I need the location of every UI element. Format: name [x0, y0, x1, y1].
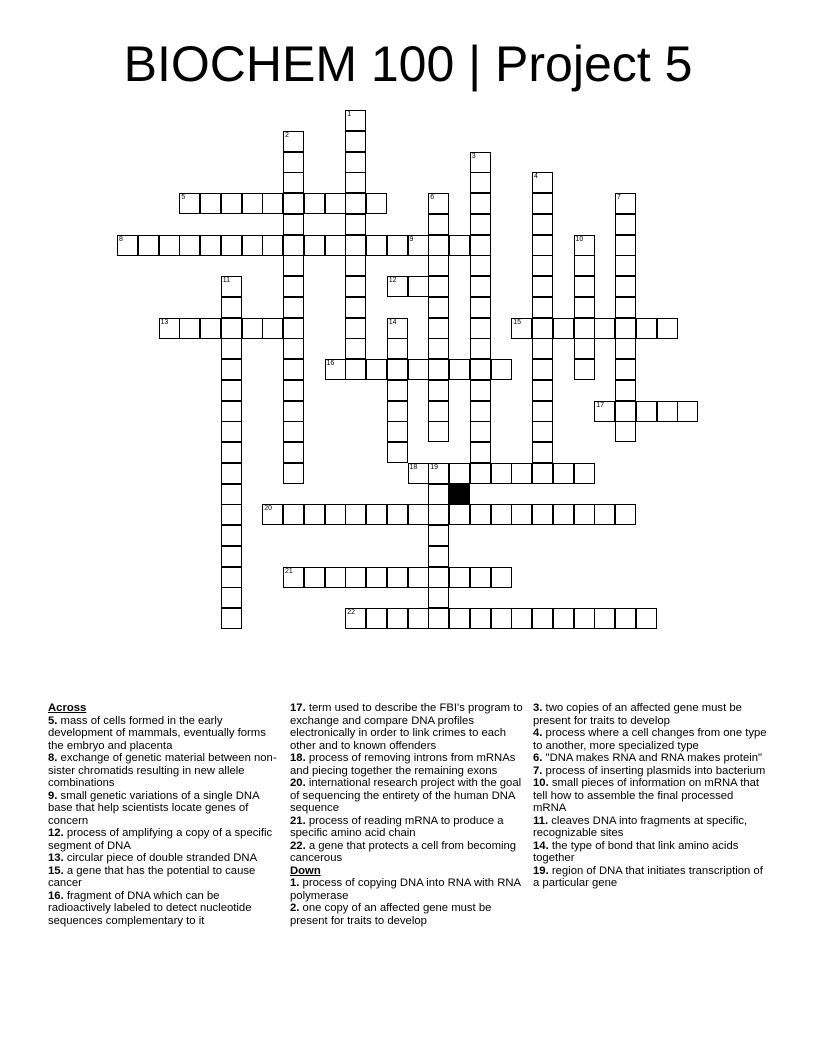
- crossword-cell[interactable]: [366, 193, 387, 214]
- crossword-cell[interactable]: [615, 421, 636, 442]
- clue-number: 22: [347, 609, 356, 616]
- clue-number: 6: [430, 194, 435, 201]
- crossword-cell[interactable]: [532, 380, 553, 401]
- across-clue: 12. process of amplifying a copy of a specific segment of DNA: [48, 827, 273, 852]
- crossword-cell[interactable]: [366, 608, 387, 629]
- crossword-cell[interactable]: [428, 546, 449, 567]
- crossword-cell[interactable]: [470, 504, 491, 525]
- crossword-cell[interactable]: [615, 338, 636, 359]
- crossword-cell[interactable]: [304, 567, 325, 588]
- crossword-cell[interactable]: [574, 338, 595, 359]
- crossword-cell[interactable]: [449, 463, 470, 484]
- crossword-cell[interactable]: [345, 255, 366, 276]
- crossword-cell[interactable]: [304, 193, 325, 214]
- crossword-cell[interactable]: [470, 463, 491, 484]
- black-square: [449, 484, 470, 505]
- down-clue: 19. region of DNA that initiates transcription of a particular gene: [533, 864, 763, 889]
- clue-number: 1: [347, 111, 352, 118]
- crossword-cell[interactable]: [366, 504, 387, 525]
- clue-number: 14: [388, 318, 397, 326]
- crossword-cell[interactable]: [366, 567, 387, 588]
- crossword-cell[interactable]: [532, 318, 553, 339]
- crossword-cell[interactable]: [345, 567, 366, 588]
- crossword-cell[interactable]: [221, 484, 242, 505]
- clue-number: 18: [409, 463, 418, 471]
- clue-number: 10: [575, 235, 584, 243]
- crossword-cell[interactable]: [221, 525, 242, 546]
- crossword-cell[interactable]: [283, 401, 304, 422]
- crossword-cell[interactable]: [345, 504, 366, 525]
- crossword-cell[interactable]: [553, 318, 574, 339]
- crossword-cell[interactable]: [657, 401, 678, 422]
- crossword-cell[interactable]: [345, 276, 366, 297]
- crossword-cell[interactable]: [345, 608, 366, 629]
- crossword-cell[interactable]: [221, 235, 242, 256]
- crossword-cell[interactable]: [283, 255, 304, 276]
- crossword-cell[interactable]: [408, 608, 429, 629]
- crossword-cell[interactable]: [574, 297, 595, 318]
- crossword-cell[interactable]: [200, 193, 221, 214]
- crossword-cell[interactable]: [387, 421, 408, 442]
- crossword-cell[interactable]: [283, 463, 304, 484]
- crossword-cell[interactable]: [470, 338, 491, 359]
- crossword-cell[interactable]: [408, 504, 429, 525]
- down-clue: 14. the type of bond that link amino acids together: [533, 839, 739, 864]
- crossword-cell[interactable]: [221, 359, 242, 380]
- crossword-cell[interactable]: [221, 587, 242, 608]
- clue-number: 12: [388, 277, 397, 284]
- crossword-cell[interactable]: [470, 255, 491, 276]
- crossword-cell[interactable]: [532, 338, 553, 359]
- crossword-cell[interactable]: [221, 608, 242, 629]
- down-clue: 10. small pieces of information on mRNA that tell how to assemble the final processed mRNA: [533, 777, 760, 814]
- crossword-cell[interactable]: [532, 255, 553, 276]
- crossword-cell[interactable]: [428, 214, 449, 235]
- crossword-cell[interactable]: [636, 318, 657, 339]
- crossword-cell[interactable]: [594, 504, 615, 525]
- down-clue: 6. "DNA makes RNA and RNA makes protein": [533, 752, 763, 764]
- crossword-cell[interactable]: [428, 359, 449, 380]
- crossword-cell[interactable]: [221, 297, 242, 318]
- crossword-cell[interactable]: [491, 463, 512, 484]
- clue-number: 21: [285, 567, 293, 575]
- crossword-cell[interactable]: [283, 297, 304, 318]
- crossword-cell[interactable]: [615, 193, 636, 214]
- crossword-cell[interactable]: [428, 421, 449, 442]
- crossword-cell[interactable]: [574, 463, 595, 484]
- across-clue: 20. international research project with the goal of sequencing the entirety of the human DNA sequence: [290, 777, 522, 814]
- crossword-cell[interactable]: [532, 214, 553, 235]
- crossword-cell[interactable]: [117, 235, 138, 256]
- clue-number: 5: [181, 194, 186, 201]
- crossword-cell[interactable]: [532, 276, 553, 297]
- crossword-cell[interactable]: [594, 608, 615, 629]
- crossword-cell[interactable]: [345, 318, 366, 339]
- crossword-cell[interactable]: [345, 214, 366, 235]
- crossword-cell[interactable]: [387, 359, 408, 380]
- clue-number: 2: [285, 131, 289, 139]
- crossword-cell[interactable]: [532, 463, 553, 484]
- crossword-cell[interactable]: [553, 504, 574, 525]
- crossword-cell[interactable]: [200, 235, 221, 256]
- crossword-cell[interactable]: [470, 318, 491, 339]
- crossword-cell[interactable]: [511, 318, 532, 339]
- crossword-cell[interactable]: [470, 380, 491, 401]
- crossword-cell[interactable]: [491, 567, 512, 588]
- crossword-cell[interactable]: [242, 318, 263, 339]
- crossword-cell[interactable]: [408, 359, 429, 380]
- down-clue: 7. process of inserting plasmids into bacterium: [533, 764, 766, 777]
- down-clue-list-continued: [533, 702, 769, 890]
- crossword-cell[interactable]: [242, 235, 263, 256]
- across-clue: 9. small genetic variations of a single DNA base that help scientists locate genes of concern: [48, 789, 259, 827]
- crossword-cell[interactable]: [449, 359, 470, 380]
- crossword-cell[interactable]: [615, 235, 636, 256]
- crossword-cell[interactable]: [159, 235, 180, 256]
- crossword-cell[interactable]: [262, 235, 283, 256]
- crossword-cell[interactable]: [283, 276, 304, 297]
- crossword-cell[interactable]: [553, 608, 574, 629]
- crossword-cell[interactable]: [428, 380, 449, 401]
- crossword-cell[interactable]: [532, 608, 553, 629]
- across-heading: Across: [48, 702, 87, 714]
- crossword-cell[interactable]: [615, 380, 636, 401]
- crossword-cell[interactable]: [449, 504, 470, 525]
- crossword-cell[interactable]: [532, 421, 553, 442]
- crossword-cell[interactable]: [470, 214, 491, 235]
- crossword-cell[interactable]: [179, 193, 200, 214]
- crossword-cell[interactable]: [428, 587, 449, 608]
- down-clue: 1. process of copying DNA into RNA with RNA polymerase: [290, 877, 521, 902]
- crossword-cell[interactable]: [221, 421, 242, 442]
- crossword-cell[interactable]: [159, 318, 180, 339]
- crossword-cell[interactable]: [387, 442, 408, 463]
- crossword-cell[interactable]: [470, 276, 491, 297]
- clue-number: 9: [409, 235, 414, 243]
- across-clue: 17. term used to describe the FBI's program to exchange and compare DNA profiles electronically in order to link crimes to each other and to known offenders: [290, 702, 523, 752]
- crossword-cell[interactable]: [387, 380, 408, 401]
- crossword-cell[interactable]: [408, 463, 429, 484]
- crossword-cell[interactable]: [262, 318, 283, 339]
- down-clue: 3. two copies of an affected gene must be present for traits to develop: [533, 702, 742, 727]
- crossword-cell[interactable]: [221, 380, 242, 401]
- crossword-cell[interactable]: [428, 235, 449, 256]
- crossword-cell[interactable]: [615, 608, 636, 629]
- crossword-cell[interactable]: [325, 235, 346, 256]
- crossword-cell[interactable]: [677, 401, 698, 422]
- crossword-cell[interactable]: [221, 567, 242, 588]
- crossword-cell[interactable]: [470, 421, 491, 442]
- across-clue: 13. circular piece of double stranded DNA: [48, 852, 258, 864]
- crossword-cell[interactable]: [470, 193, 491, 214]
- crossword-cell[interactable]: [594, 318, 615, 339]
- crossword-cell[interactable]: [615, 297, 636, 318]
- crossword-cell[interactable]: [428, 193, 449, 214]
- crossword-cell[interactable]: [574, 235, 595, 256]
- crossword-cell[interactable]: [657, 318, 678, 339]
- crossword-cell[interactable]: [179, 235, 200, 256]
- clue-number: 7: [617, 194, 621, 201]
- across-clue: 16. fragment of DNA which can be radioactively labeled to detect nucleotide sequences complementary to it: [48, 889, 252, 927]
- across-clue: 21. process of reading mRNA to produce a specific amino acid chain: [290, 814, 504, 839]
- crossword-cell[interactable]: [615, 504, 636, 525]
- crossword-cell[interactable]: [511, 463, 532, 484]
- crossword-cell[interactable]: [345, 359, 366, 380]
- crossword-cell[interactable]: [408, 235, 429, 256]
- clue-number: 15: [513, 318, 522, 326]
- crossword-cell[interactable]: [138, 235, 159, 256]
- crossword-cell[interactable]: [387, 338, 408, 359]
- crossword-cell[interactable]: [221, 463, 242, 484]
- crossword-cell[interactable]: [615, 359, 636, 380]
- crossword-cell[interactable]: [574, 318, 595, 339]
- crossword-cell[interactable]: [387, 567, 408, 588]
- clue-number: 8: [119, 235, 123, 243]
- crossword-cell[interactable]: [387, 504, 408, 525]
- crossword-cell[interactable]: [428, 255, 449, 276]
- crossword-cell[interactable]: [428, 276, 449, 297]
- crossword-cell[interactable]: [283, 567, 304, 588]
- across-clue: 8. exchange of genetic material between non-sister chromatids resulting in new allele combinations: [48, 752, 277, 789]
- crossword-cell[interactable]: [345, 110, 366, 131]
- crossword-cell[interactable]: [366, 235, 387, 256]
- crossword-cell[interactable]: [221, 442, 242, 463]
- crossword-cell[interactable]: [428, 297, 449, 318]
- crossword-cell[interactable]: [345, 338, 366, 359]
- across-clue: 22. a gene that protects a cell from becoming cancerous: [290, 839, 517, 864]
- crossword-cell[interactable]: [200, 318, 221, 339]
- across-clue: 5. mass of cells formed in the early development of mammals, eventually forms the embryo and placenta: [48, 714, 266, 752]
- crossword-cell[interactable]: [615, 276, 636, 297]
- crossword-cell[interactable]: [532, 193, 553, 214]
- crossword-cell[interactable]: [325, 567, 346, 588]
- crossword-cell[interactable]: [366, 359, 387, 380]
- crossword-cell[interactable]: [428, 463, 449, 484]
- crossword-cell[interactable]: [345, 297, 366, 318]
- crossword-cell[interactable]: [283, 380, 304, 401]
- clue-number: 16: [326, 360, 335, 367]
- crossword-cell[interactable]: [553, 463, 574, 484]
- crossword-cell[interactable]: [574, 504, 595, 525]
- crossword-cell[interactable]: [449, 235, 470, 256]
- crossword-cell[interactable]: [511, 504, 532, 525]
- crossword-cell[interactable]: [574, 608, 595, 629]
- crossword-cell[interactable]: [532, 172, 553, 193]
- crossword-cell[interactable]: [283, 193, 304, 214]
- crossword-cell[interactable]: [242, 193, 263, 214]
- crossword-cell[interactable]: [594, 401, 615, 422]
- crossword-cell[interactable]: [428, 338, 449, 359]
- crossword-cell[interactable]: [387, 608, 408, 629]
- crossword-cell[interactable]: [283, 442, 304, 463]
- crossword-cell[interactable]: [345, 235, 366, 256]
- clue-number: 3: [471, 152, 476, 160]
- crossword-cell[interactable]: [428, 525, 449, 546]
- crossword-cell[interactable]: [428, 608, 449, 629]
- crossword-cell[interactable]: [470, 297, 491, 318]
- crossword-cell[interactable]: [636, 608, 657, 629]
- crossword-cell[interactable]: [221, 318, 242, 339]
- crossword-cell[interactable]: [408, 567, 429, 588]
- crossword-cell[interactable]: [532, 359, 553, 380]
- crossword-cell[interactable]: [304, 235, 325, 256]
- crossword-cell[interactable]: [283, 131, 304, 152]
- crossword-cell[interactable]: [491, 608, 512, 629]
- crossword-cell[interactable]: [262, 193, 283, 214]
- crossword-cell[interactable]: [449, 608, 470, 629]
- crossword-cell[interactable]: [428, 504, 449, 525]
- crossword-cell[interactable]: [615, 255, 636, 276]
- crossword-cell[interactable]: [345, 131, 366, 152]
- crossword-cell[interactable]: [179, 318, 200, 339]
- crossword-cell[interactable]: [387, 318, 408, 339]
- crossword-cell[interactable]: [387, 276, 408, 297]
- crossword-cell[interactable]: [221, 504, 242, 525]
- across-clue-list-continued: [290, 702, 526, 865]
- clue-number: 17: [596, 401, 605, 409]
- crossword-cell[interactable]: [532, 504, 553, 525]
- crossword-cell[interactable]: [345, 172, 366, 193]
- crossword-cell[interactable]: [221, 276, 242, 297]
- clues-column-1: [48, 702, 280, 927]
- crossword-cell[interactable]: [408, 276, 429, 297]
- crossword-cell[interactable]: [387, 401, 408, 422]
- crossword-cell[interactable]: [221, 546, 242, 567]
- across-clue: 18. process of removing introns from mRNAs and piecing together the remaining exons: [290, 752, 516, 777]
- crossword-cell[interactable]: [428, 567, 449, 588]
- crossword-cell[interactable]: [283, 152, 304, 173]
- crossword-cell[interactable]: [470, 172, 491, 193]
- crossword-cell[interactable]: [574, 276, 595, 297]
- crossword-cell[interactable]: [470, 567, 491, 588]
- crossword-cell[interactable]: [532, 297, 553, 318]
- crossword-cell[interactable]: [283, 338, 304, 359]
- crossword-cell[interactable]: [262, 504, 283, 525]
- crossword-cell[interactable]: [325, 193, 346, 214]
- crossword-cell[interactable]: [428, 318, 449, 339]
- crossword-cell[interactable]: [221, 338, 242, 359]
- crossword-cell[interactable]: [387, 235, 408, 256]
- clue-number: 19: [430, 463, 439, 471]
- down-clue: 11. cleaves DNA into fragments at specific, recognizable sites: [533, 814, 748, 839]
- crossword-cell[interactable]: [532, 235, 553, 256]
- crossword-cell[interactable]: [325, 359, 346, 380]
- crossword-cell[interactable]: [574, 359, 595, 380]
- crossword-cell[interactable]: [283, 214, 304, 235]
- down-clue: 4. process where a cell changes from one type to another, more specialized type: [533, 727, 767, 752]
- crossword-cell[interactable]: [532, 442, 553, 463]
- crossword-cell[interactable]: [470, 608, 491, 629]
- clues-column-2: [290, 702, 526, 927]
- down-heading: Down: [290, 864, 321, 877]
- clues-column-3: [533, 702, 769, 890]
- down-clue-list: [290, 877, 526, 927]
- crossword-cell[interactable]: [283, 421, 304, 442]
- crossword-cell[interactable]: [470, 235, 491, 256]
- clue-number: 4: [534, 173, 538, 181]
- crossword-cell[interactable]: [325, 504, 346, 525]
- across-clue-list: [48, 715, 280, 928]
- crossword-cell[interactable]: [283, 318, 304, 339]
- crossword-cell[interactable]: [636, 401, 657, 422]
- crossword-cell[interactable]: [428, 401, 449, 422]
- crossword-cell[interactable]: [470, 152, 491, 173]
- crossword-cell[interactable]: [470, 442, 491, 463]
- crossword-cell[interactable]: [511, 608, 532, 629]
- crossword-cell[interactable]: [345, 152, 366, 173]
- clue-number: 13: [160, 318, 169, 326]
- crossword-cell[interactable]: [283, 359, 304, 380]
- crossword-cell[interactable]: [283, 235, 304, 256]
- crossword-cell[interactable]: [491, 359, 512, 380]
- crossword-cell[interactable]: [221, 401, 242, 422]
- crossword-cell[interactable]: [615, 318, 636, 339]
- crossword-cell[interactable]: [345, 193, 366, 214]
- across-clue: 15. a gene that has the potential to cause cancer: [48, 864, 256, 889]
- crossword-cell[interactable]: [221, 193, 242, 214]
- crossword-cell[interactable]: [574, 255, 595, 276]
- clue-number: 11: [222, 277, 231, 284]
- down-clue: 2. one copy of an affected gene must be present for traits to develop: [290, 902, 492, 927]
- crossword-cell[interactable]: [428, 484, 449, 505]
- crossword-cell[interactable]: [470, 359, 491, 380]
- crossword-cell[interactable]: [449, 567, 470, 588]
- clue-number: 20: [264, 505, 273, 513]
- crossword-cell[interactable]: [283, 172, 304, 193]
- crossword-cell[interactable]: [470, 401, 491, 422]
- crossword-cell[interactable]: [615, 214, 636, 235]
- crossword-cell[interactable]: [615, 401, 636, 422]
- crossword-cell[interactable]: [532, 401, 553, 422]
- page-title: BIOCHEM 100 | Project 5: [123, 36, 693, 92]
- crossword-cell[interactable]: [491, 504, 512, 525]
- crossword-cell[interactable]: [283, 504, 304, 525]
- crossword-cell[interactable]: [304, 504, 325, 525]
